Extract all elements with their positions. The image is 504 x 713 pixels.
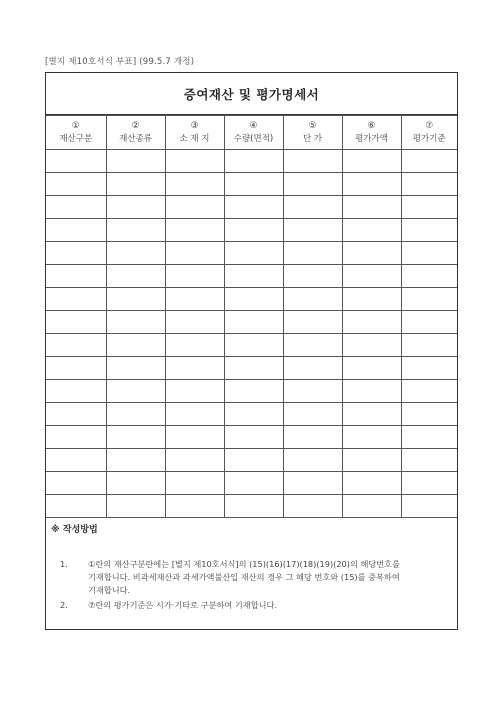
instruction-line: 기재합니다. — [88, 585, 131, 595]
table-cell[interactable] — [46, 449, 106, 472]
form-title: 증여재산 및 평가명세서 — [183, 86, 320, 102]
table-cell[interactable] — [342, 380, 401, 403]
col-header-appraisal-basis — [401, 116, 457, 150]
table-cell[interactable] — [46, 357, 106, 380]
table-cell[interactable] — [165, 173, 224, 196]
table-cell[interactable] — [106, 173, 165, 196]
table-cell[interactable] — [46, 173, 106, 196]
column-label: 평가가액 — [355, 133, 388, 144]
instruction-line: 기재합니다. 비과세재산과 과세가액불산입 재산의 경우 그 해당 번호와 (15)를 중복하여 — [88, 572, 400, 582]
table-cell[interactable] — [106, 150, 165, 173]
table-cell[interactable] — [106, 495, 165, 518]
table-cell[interactable] — [401, 150, 457, 173]
col-header-asset-kind — [106, 116, 165, 150]
table-row — [46, 311, 457, 334]
column-number: ③ — [190, 120, 199, 131]
table-cell[interactable] — [401, 380, 457, 403]
table-cell[interactable] — [342, 449, 401, 472]
table-cell[interactable] — [342, 495, 401, 518]
table-cell[interactable] — [224, 449, 283, 472]
table-cell[interactable] — [165, 265, 224, 288]
table-cell[interactable] — [165, 380, 224, 403]
column-number: ② — [131, 120, 140, 131]
table-cell[interactable] — [224, 334, 283, 357]
table-cell[interactable] — [165, 311, 224, 334]
table-cell[interactable] — [342, 219, 401, 242]
table-cell[interactable] — [224, 219, 283, 242]
title-row — [46, 73, 457, 115]
table-cell[interactable] — [165, 219, 224, 242]
table-cell[interactable] — [401, 288, 457, 311]
table-cell[interactable] — [401, 219, 457, 242]
column-number: ⑤ — [308, 120, 317, 131]
table-cell[interactable] — [106, 219, 165, 242]
col-header-location — [165, 116, 224, 150]
table-cell[interactable] — [224, 380, 283, 403]
col-header-appraised-value — [342, 116, 401, 150]
table-cell[interactable] — [46, 196, 106, 219]
table-cell[interactable] — [165, 288, 224, 311]
table-cell[interactable] — [401, 357, 457, 380]
table-cell[interactable] — [401, 495, 457, 518]
table-cell[interactable] — [106, 334, 165, 357]
table-cell[interactable] — [106, 242, 165, 265]
column-label: 재산구분 — [59, 133, 93, 144]
column-label: 수량(면적) — [233, 133, 274, 144]
table-cell[interactable] — [342, 403, 401, 426]
table-cell[interactable] — [283, 357, 342, 380]
table-cell[interactable] — [401, 311, 457, 334]
table-cell[interactable] — [224, 311, 283, 334]
table-cell[interactable] — [46, 288, 106, 311]
table-row — [46, 449, 457, 472]
table-cell[interactable] — [46, 242, 106, 265]
table-cell[interactable] — [224, 265, 283, 288]
table-cell[interactable] — [106, 449, 165, 472]
table-cell[interactable] — [401, 242, 457, 265]
table-cell[interactable] — [401, 334, 457, 357]
table-cell[interactable] — [401, 173, 457, 196]
table-cell[interactable] — [224, 403, 283, 426]
table-row — [46, 495, 457, 518]
table-cell[interactable] — [342, 472, 401, 495]
table-cell[interactable] — [46, 334, 106, 357]
table-cell[interactable] — [224, 426, 283, 449]
table-cell[interactable] — [224, 173, 283, 196]
instruction-line: ⑦란의 평가기준은 시가·기타로 구분하여 기재합니다. — [88, 600, 278, 610]
table-row — [46, 150, 457, 173]
column-label: 재산종류 — [119, 133, 152, 144]
table-cell[interactable] — [342, 334, 401, 357]
column-label: 단 가 — [302, 133, 323, 144]
column-number: ⑥ — [367, 120, 376, 131]
table-cell[interactable] — [283, 242, 342, 265]
table-cell[interactable] — [46, 311, 106, 334]
table-cell[interactable] — [224, 150, 283, 173]
table-cell[interactable] — [46, 472, 106, 495]
table-cell[interactable] — [283, 472, 342, 495]
table-row — [46, 173, 457, 196]
table-cell[interactable] — [283, 403, 342, 426]
table-header-row — [46, 116, 457, 150]
table-cell[interactable] — [224, 472, 283, 495]
table-cell[interactable] — [401, 426, 457, 449]
table-cell[interactable] — [283, 495, 342, 518]
table-cell[interactable] — [106, 380, 165, 403]
asset-table — [46, 115, 457, 518]
table-cell[interactable] — [283, 150, 342, 173]
table-cell[interactable] — [106, 311, 165, 334]
table-cell[interactable] — [106, 288, 165, 311]
table-cell[interactable] — [342, 242, 401, 265]
table-cell[interactable] — [224, 357, 283, 380]
table-cell[interactable] — [165, 403, 224, 426]
table-cell[interactable] — [283, 265, 342, 288]
table-row — [46, 357, 457, 380]
table-cell[interactable] — [224, 288, 283, 311]
table-row — [46, 403, 457, 426]
table-cell[interactable] — [46, 380, 106, 403]
table-row — [46, 288, 457, 311]
table-cell[interactable] — [46, 219, 106, 242]
table-cell[interactable] — [46, 403, 106, 426]
table-cell[interactable] — [46, 150, 106, 173]
table-cell[interactable] — [401, 472, 457, 495]
table-cell[interactable] — [283, 334, 342, 357]
table-cell[interactable] — [283, 426, 342, 449]
table-cell[interactable] — [224, 495, 283, 518]
table-cell[interactable] — [283, 288, 342, 311]
table-cell[interactable] — [342, 426, 401, 449]
instruction-line: ①란의 재산구분란에는 [별지 제10호서식]의 (15)(16)(17)(18)(19)(20)의 해당번호를 — [88, 559, 401, 569]
table-cell[interactable] — [342, 150, 401, 173]
table-cell[interactable] — [224, 196, 283, 219]
instruction-index: 1. — [60, 559, 68, 569]
table-cell[interactable] — [165, 242, 224, 265]
table-cell[interactable] — [165, 449, 224, 472]
table-cell[interactable] — [342, 265, 401, 288]
table-cell[interactable] — [283, 380, 342, 403]
table-cell[interactable] — [165, 495, 224, 518]
column-number: ④ — [249, 120, 258, 131]
table-row — [46, 265, 457, 288]
table-row — [46, 242, 457, 265]
table-row — [46, 472, 457, 495]
table-cell[interactable] — [106, 426, 165, 449]
table-cell[interactable] — [46, 426, 106, 449]
table-cell[interactable] — [165, 196, 224, 219]
column-label: 소 재 지 — [179, 133, 210, 144]
table-row — [46, 380, 457, 403]
table-cell[interactable] — [342, 288, 401, 311]
column-number: ⑦ — [425, 120, 434, 131]
table-cell[interactable] — [401, 403, 457, 426]
table-cell[interactable] — [106, 472, 165, 495]
table-cell[interactable] — [342, 357, 401, 380]
table-cell[interactable] — [106, 357, 165, 380]
table-cell[interactable] — [342, 173, 401, 196]
table-row — [46, 334, 457, 357]
table-cell[interactable] — [165, 150, 224, 173]
table-row — [46, 219, 457, 242]
col-header-unit-price — [283, 116, 342, 150]
table-cell[interactable] — [401, 449, 457, 472]
table-cell[interactable] — [283, 196, 342, 219]
table-cell[interactable] — [283, 173, 342, 196]
table-cell[interactable] — [283, 219, 342, 242]
table-cell[interactable] — [401, 265, 457, 288]
table-cell[interactable] — [165, 334, 224, 357]
table-cell[interactable] — [106, 196, 165, 219]
table-cell[interactable] — [165, 472, 224, 495]
col-header-asset-type — [46, 116, 106, 150]
table-cell[interactable] — [165, 357, 224, 380]
table-cell[interactable] — [46, 495, 106, 518]
form-frame — [45, 72, 458, 630]
table-cell[interactable] — [106, 403, 165, 426]
table-cell[interactable] — [283, 449, 342, 472]
column-number: ① — [71, 120, 80, 131]
table-cell[interactable] — [224, 242, 283, 265]
table-cell[interactable] — [401, 196, 457, 219]
col-header-quantity — [224, 116, 283, 150]
table-cell[interactable] — [106, 265, 165, 288]
instruction-index: 2. — [60, 600, 68, 610]
table-cell[interactable] — [342, 196, 401, 219]
table-cell[interactable] — [283, 311, 342, 334]
table-row — [46, 196, 457, 219]
table-cell[interactable] — [46, 265, 106, 288]
table-cell[interactable] — [342, 311, 401, 334]
form-label: [별지 제10호서식 부표] (99.5.7 개정) — [45, 57, 195, 67]
table-cell[interactable] — [165, 426, 224, 449]
column-label: 평가기준 — [412, 133, 446, 144]
instructions-heading: ※ 작성방법 — [51, 525, 98, 535]
table-row — [46, 426, 457, 449]
